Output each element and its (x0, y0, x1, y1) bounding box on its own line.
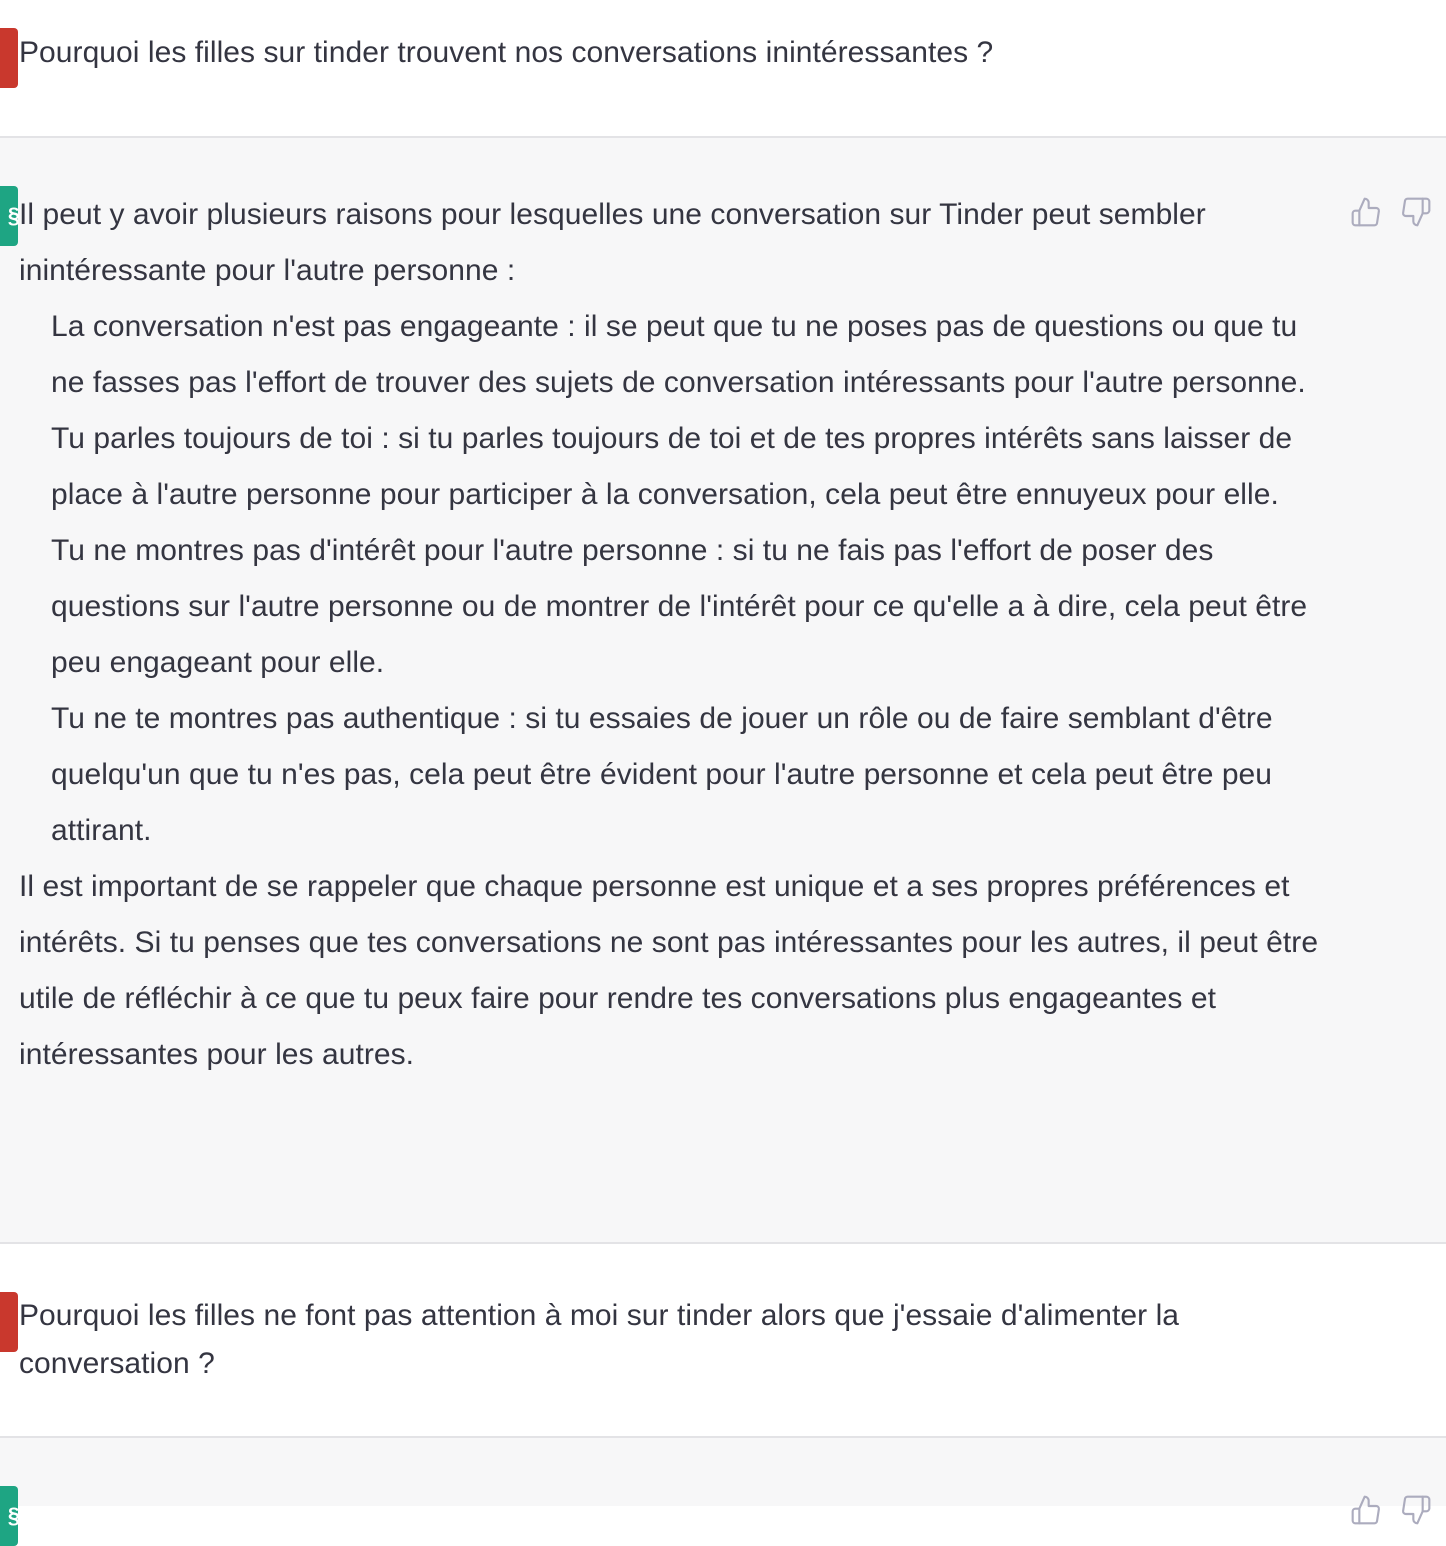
user-avatar (0, 28, 18, 88)
list-item: La conversation n'est pas engageante : il se peut que tu ne poses pas de questions ou que tu ne fasses pas l'effort de trouver des sujets de conversation intéressants pour l'autre personne. (51, 310, 1306, 399)
thumbs-up-icon[interactable] (1350, 196, 1382, 228)
user-avatar (0, 1292, 18, 1352)
thumbs-up-icon[interactable] (1350, 1494, 1382, 1526)
feedback-buttons (1350, 196, 1432, 228)
assistant-message-text (19, 187, 1324, 1083)
list-item: Tu ne montres pas d'intérêt pour l'autre personne : si tu ne fais pas l'effort de poser des questions sur l'autre personne ou de montrer de l'intérêt pour ce qu'elle a à dire, cela peut être peu engageant pour elle. (51, 534, 1308, 679)
user-message-2 (0, 1244, 1446, 1436)
assistant-conclusion: Il est important de se rappeler que chaque personne est unique et a ses propres préférences et intérêts. Si tu penses que tes conversations ne sont pas intéressantes pour les autres, il peut être utile de réfléchir à ce que tu peux faire pour rendre tes conversations plus engageantes et intéressantes pour les autres. (19, 870, 1319, 1071)
assistant-logo-icon: § (0, 1486, 18, 1546)
list-item: Tu ne te montres pas authentique : si tu essaies de jouer un rôle ou de faire semblant d'être quelqu'un que tu n'es pas, cela peut être évident pour l'autre personne et cela peut être peu attirant. (51, 702, 1273, 847)
thumbs-down-icon[interactable] (1400, 1494, 1432, 1526)
user-message-text: Pourquoi les filles ne font pas attention à moi sur tinder alors que j'essaie d'alimenter la conversation ? (19, 1299, 1180, 1380)
assistant-logo-icon: § (0, 186, 18, 246)
feedback-buttons (1350, 1494, 1432, 1526)
assistant-message-2 (0, 1438, 1446, 1528)
assistant-intro: Il peut y avoir plusieurs raisons pour lesquelles une conversation sur Tinder peut sembler inintéressante pour l'autre personne : (19, 198, 1206, 287)
thumbs-down-icon[interactable] (1400, 196, 1432, 228)
assistant-message-1 (0, 138, 1446, 1242)
list-item: Tu parles toujours de toi : si tu parles toujours de toi et de tes propres intérêts sans laisser de place à l'autre personne pour participer à la conversation, cela peut être ennuyeux pour elle. (51, 422, 1293, 511)
user-message-text: Pourquoi les filles sur tinder trouvent nos conversations inintéressantes ? (19, 36, 994, 69)
user-message-1 (0, 0, 1446, 136)
